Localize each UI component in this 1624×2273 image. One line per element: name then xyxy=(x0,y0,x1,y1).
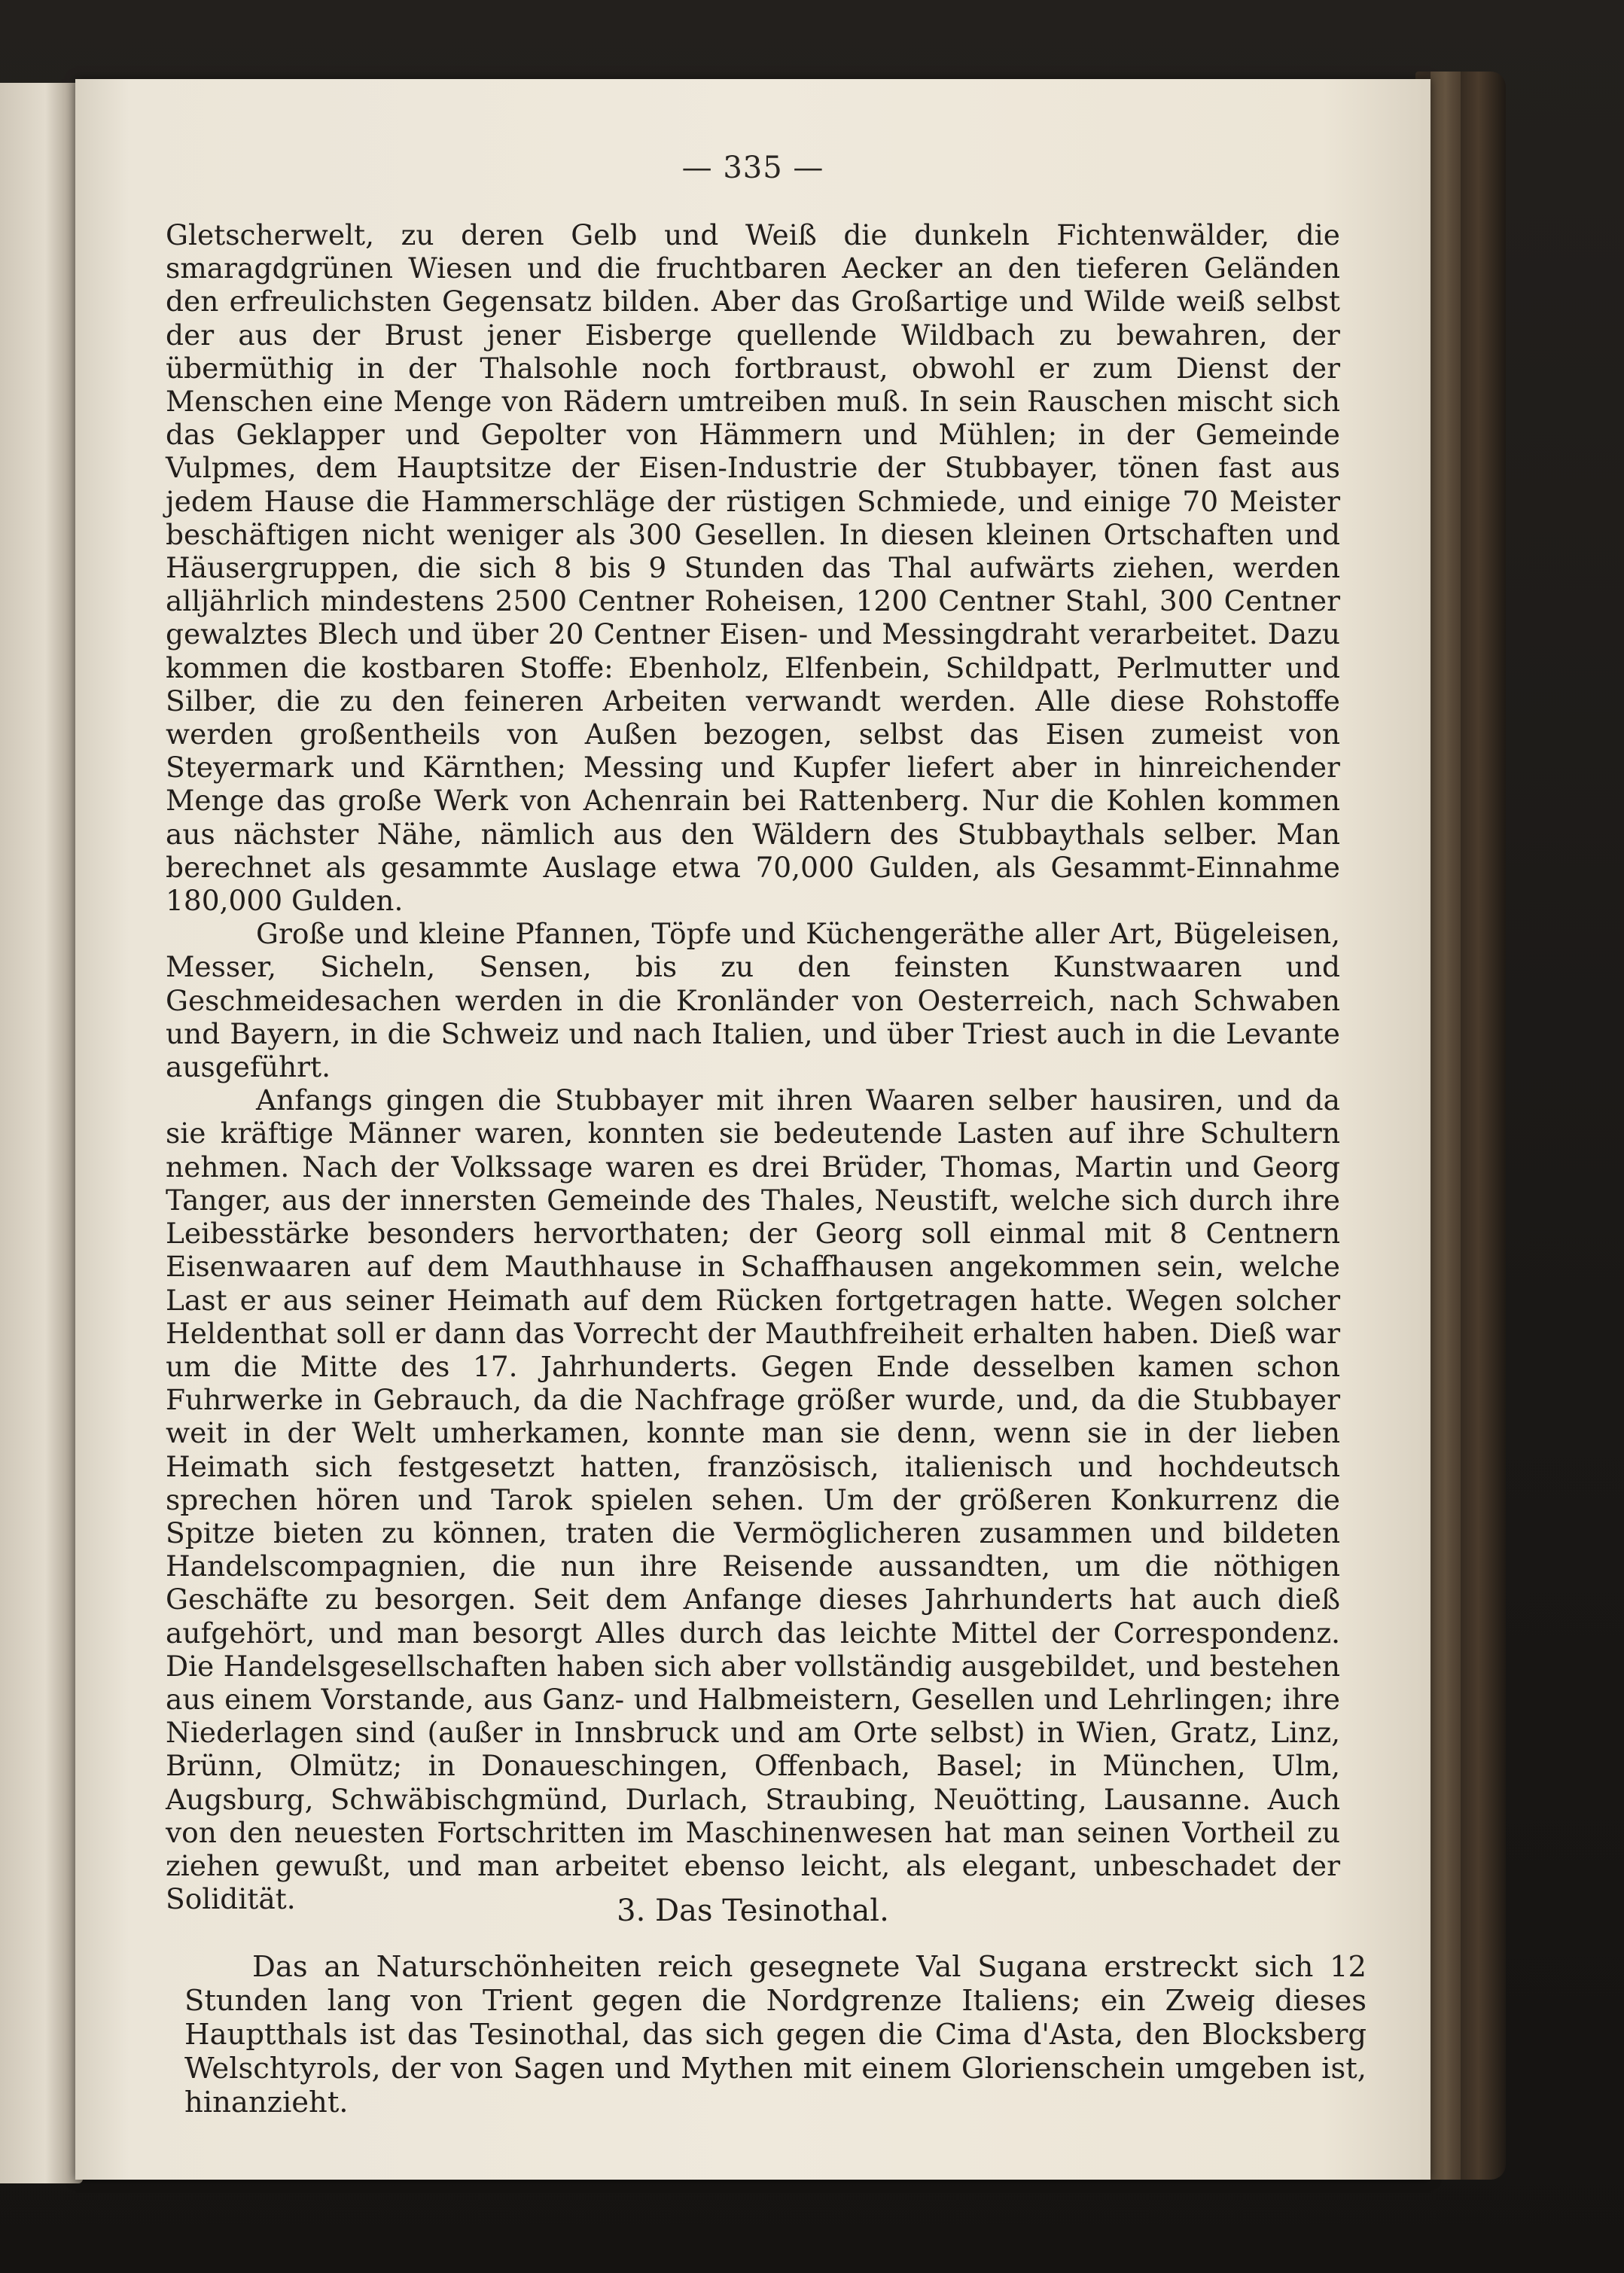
paragraph-2: Große und kleine Pfannen, Töpfe und Küchengeräthe aller Art, Bügeleisen, Messer, Sicheln, Sensen, bis zu den feinsten Kunstwaaren und Geschmeidesachen werden in die Kronländer von Oesterreich, nach Schwaben und Bayern, in die Schweiz und nach Italien, und über Triest auch in die Levante ausgeführt. xyxy=(166,917,1340,1084)
cover-edge xyxy=(1431,72,1461,2180)
page-number: — 335 — xyxy=(681,151,824,185)
section-text xyxy=(184,1950,1367,2119)
paragraph-1: Gletscherwelt, zu deren Gelb und Weiß die dunkeln Fichtenwälder, die smaragdgrünen Wiesen und die fruchtbaren Aecker an den tieferen Geländen den erfreulichsten Gegensatz bilden. Aber das Großartige und Wilde weiß selbst der aus der Brust jener Eisberge quellende Wildbach zu bewahren, der übermüthig in der Thalsohle noch fortbraust, obwohl er zum Dienst der Menschen eine Menge von Rädern umtreiben muß. In sein Rauschen mischt sich das Geklapper und Gepolter von Hämmern und Mühlen; in der Gemeinde Vulpmes, dem Hauptsitze der Eisen-Industrie der Stubbayer, tönen fast aus jedem Hause die Hammerschläge der rüstigen Schmiede, und einige 70 Meister beschäftigen nicht weniger als 300 Gesellen. In diesen kleinen Ortschaften und Häusergruppen, die sich 8 bis 9 Stunden das Thal aufwärts ziehen, werden alljährlich mindestens 2500 Centner Roheisen, 1200 Centner Stahl, 300 Centner gewalztes Blech und über 20 Centner Eisen- und Messingdraht verarbeitet. Dazu kommen die kostbaren Stoffe: Ebenholz, Elfenbein, Schildpatt, Perlmutter und Silber, die zu den feineren Arbeiten verwandt werden. Alle diese Rohstoffe werden großentheils von Außen bezogen, selbst das Eisen zumeist von Steyermark und Kärnthen; Messing und Kupfer liefert aber in hinreichender Menge das große Werk von Achenrain bei Rattenberg. Nur die Kohlen kommen aus nächster Nähe, nämlich aus den Wäldern des Stubbaythals selber. Man berechnet als gesammte Auslage etwa 70,000 Gulden, als Gesammt-Einnahme 180,000 Gulden. xyxy=(166,218,1340,918)
body-text xyxy=(166,218,1340,1915)
book-page xyxy=(75,79,1431,2180)
left-page-edge xyxy=(0,83,83,2183)
section-title: 3. Das Tesinothal. xyxy=(617,1894,889,1928)
paragraph-3: Anfangs gingen die Stubbayer mit ihren Waaren selber hausiren, und da sie kräftige Männer waren, konnten sie bedeutende Lasten auf ihre Schultern nehmen. Nach der Volkssage waren es drei Brüder, Thomas, Martin und Georg Tanger, aus der innersten Gemeinde des Thales, Neustift, welche sich durch ihre Leibesstärke besonders hervorthaten; der Georg soll einmal mit 8 Centnern Eisenwaaren auf dem Mauthhause in Schaffhausen angekommen sein, welche Last er aus seiner Heimath auf dem Rücken fortgetragen hatte. Wegen solcher Heldenthat soll er dann das Vorrecht der Mauthfreiheit erhalten haben. Dieß war um die Mitte des 17. Jahrhunderts. Gegen Ende desselben kamen schon Fuhrwerke in Gebrauch, da die Nachfrage größer wurde, und, da die Stubbayer weit in der Welt umherkamen, konnte man sie denn, wenn sie in der lieben Heimath sich festgesetzt hatten, französisch, italienisch und hochdeutsch sprechen hören und Tarok spielen sehen. Um der größeren Konkurrenz die Spitze bieten zu können, traten die Vermöglicheren zusammen und bildeten Handelscompagnien, die nun ihre Reisende aussandten, um die nöthigen Geschäfte zu besorgen. Seit dem Anfange dieses Jahrhunderts hat auch dieß aufgehört, und man besorgt Alles durch das leichte Mittel der Correspondenz. Die Handelsgesellschaften haben sich aber vollständig ausgebildet, und bestehen aus einem Vorstande, aus Ganz- und Halbmeistern, Gesellen und Lehrlingen; ihre Niederlagen sind (außer in Innsbruck und am Orte selbst) in Wien, Gratz, Linz, Brünn, Olmütz; in Donaueschingen, Offenbach, Basel; in München, Ulm, Augsburg, Schwäbischgmünd, Durlach, Straubing, Neuötting, Lausanne. Auch von den neuesten Fortschritten im Maschinenwesen hat man seinen Vortheil zu ziehen gewußt, und man arbeitet ebenso leicht, als elegant, unbeschadet der Solidität. xyxy=(166,1083,1340,1916)
section-paragraph: Das an Naturschönheiten reich gesegnete Val Sugana erstreckt sich 12 Stunden lang von Trient gegen die Nordgrenze Italiens; ein Zweig dieses Hauptthals ist das Tesinothal, das sich gegen die Cima d'Asta, den Blocksberg Welschtyrols, der von Sagen und Mythen mit einem Glorienschein umgeben ist, hinanzieht. xyxy=(184,1950,1367,2119)
